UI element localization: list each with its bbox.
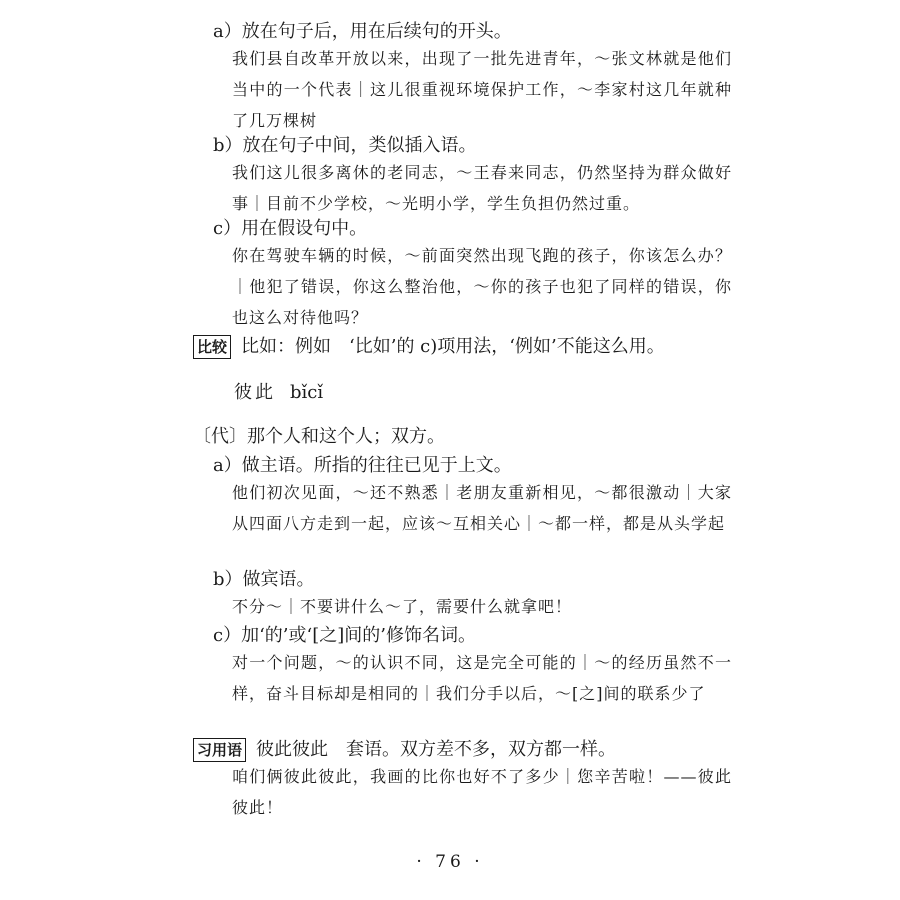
idiom-example: 咱们俩彼此彼此，我画的比你也好不了多少｜您辛苦啦！——彼此彼此！ xyxy=(232,767,732,817)
usage-b2-heading: b）做宾语。 xyxy=(213,569,315,590)
usage-a-heading: a）放在句子后，用在后续句的开头。 xyxy=(213,21,512,42)
usage-b-heading: b）放在句子中间，类似插入语。 xyxy=(213,135,477,156)
entry-word: 彼此 xyxy=(234,382,276,403)
usage-b2-example: 不分～｜不要讲什么～了，需要什么就拿吧！ xyxy=(232,597,573,616)
entry-headword xyxy=(234,381,323,405)
entry-definition: 〔代〕那个人和这个人；双方。 xyxy=(193,426,445,447)
idiom-note xyxy=(193,738,616,762)
usage-c-example: 你在驾驶车辆的时候，～前面突然出现飞跑的孩子，你该怎么办？｜他犯了错误，你这么整治他，～你的孩子也犯了同样的错误，你也这么对待他吗？ xyxy=(232,246,732,327)
entry-pinyin: bǐcǐ xyxy=(290,382,324,403)
usage-b-example: 我们这儿很多离休的老同志，～王春来同志，仍然坚持为群众做好事｜目前不少学校，～光明小学，学生负担仍然过重。 xyxy=(232,163,732,213)
compare-text: 比如：例如 ‘比如’的 c)项用法，‘例如’不能这么用。 xyxy=(241,336,665,357)
usage-a-example: 我们县自改革开放以来，出现了一批先进青年，～张文林就是他们当中的一个代表｜这儿很重视环境保护工作，～李家村这几年就种了几万棵树 xyxy=(232,49,732,130)
usage-a2-example: 他们初次见面，～还不熟悉｜老朋友重新相见，～都很激动｜大家从四面八方走到一起，应该～互相关心｜～都一样，都是从头学起 xyxy=(232,483,732,533)
idiom-text: 彼此彼此 套语。双方差不多，双方都一样。 xyxy=(256,739,617,760)
compare-tag: 比较 xyxy=(193,335,231,359)
usage-c2-example: 对一个问题，～的认识不同，这是完全可能的｜～的经历虽然不一样，奋斗目标却是相同的｜我们分手以后，～[之]间的联系少了 xyxy=(232,653,732,703)
idiom-tag: 习用语 xyxy=(193,738,246,762)
usage-c2-heading: c）加‘的’或‘[之]间的’修饰名词。 xyxy=(213,625,477,646)
compare-note xyxy=(193,335,665,359)
usage-c-heading: c）用在假设句中。 xyxy=(213,218,368,239)
page-number: · 76 · xyxy=(416,852,484,872)
usage-a2-heading: a）做主语。所指的往往已见于上文。 xyxy=(213,455,512,476)
